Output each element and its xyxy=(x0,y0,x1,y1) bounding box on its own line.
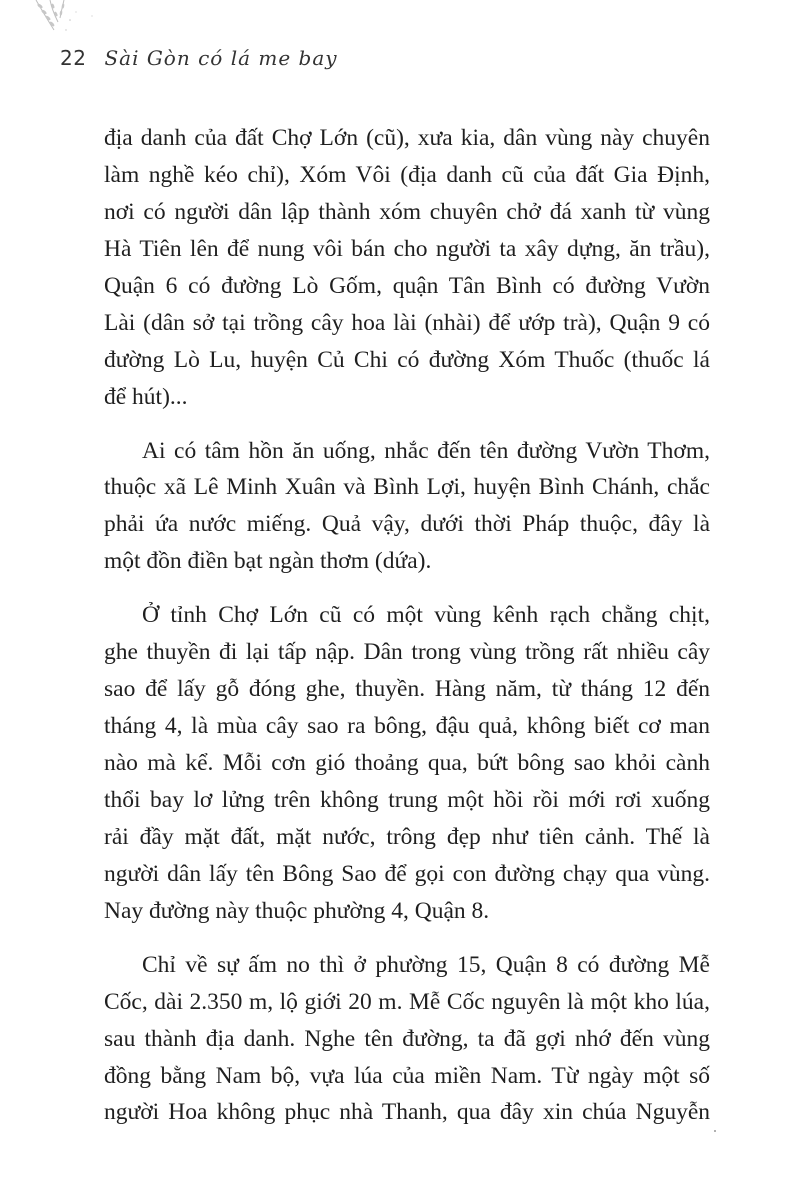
print-speck xyxy=(714,1130,716,1132)
text-line: đường Lò Lu, huyện Củ Chi có đường Xóm Thuốc (thuốc lá xyxy=(104,346,710,373)
text-line: người dân lấy tên Bông Sao để gọi con đường chạy qua vùng. xyxy=(104,860,710,887)
paragraph xyxy=(104,597,710,929)
page-number: 22 xyxy=(60,46,87,70)
book-title: Sài Gòn có lá me bay xyxy=(104,46,338,70)
text-line: sau thành địa danh. Nghe tên đường, ta đã gợi nhớ đến vùng xyxy=(104,1025,710,1052)
text-line: phải ứa nước miếng. Quả vậy, dưới thời Pháp thuộc, đây là xyxy=(104,511,710,538)
text-line: Ai có tâm hồn ăn uống, nhắc đến tên đường Vườn Thơm, xyxy=(142,437,710,464)
text-line: Chỉ về sự ấm no thì ở phường 15, Quận 8 có đường Mễ xyxy=(142,951,710,978)
running-head xyxy=(60,46,338,80)
text-line: nơi có người dân lập thành xóm chuyên chở đá xanh từ vùng xyxy=(104,198,710,225)
text-line: Lài (dân sở tại trồng cây hoa lài (nhài) để ướp trà), Quận 9 có xyxy=(104,309,710,336)
paragraph xyxy=(104,947,710,1132)
text-line: nào mà kể. Mỗi cơn gió thoảng qua, bứt bông sao khỏi cành xyxy=(104,750,710,776)
text-line: một đồn điền bạt ngàn thơm (dứa). xyxy=(104,548,432,575)
text-line: Ở tỉnh Chợ Lớn cũ có một vùng kênh rạch chằng chịt, xyxy=(142,602,710,629)
body-text xyxy=(104,120,710,1131)
text-line: đồng bằng Nam bộ, vựa lúa của miền Nam. Từ ngày một số xyxy=(104,1062,710,1089)
text-line: thuộc xã Lê Minh Xuân và Bình Lợi, huyện Bình Chánh, chắc xyxy=(104,474,710,501)
text-line: Quận 6 có đường Lò Gốm, quận Tân Bình có đường Vườn xyxy=(104,272,710,299)
text-line: Cốc, dài 2.350 m, lộ giới 20 m. Mễ Cốc nguyên là một kho lúa, xyxy=(104,988,710,1015)
paragraph xyxy=(104,120,710,416)
text-line: sao để lấy gỗ đóng ghe, thuyền. Hàng năm, từ tháng 12 đến xyxy=(104,676,710,703)
text-line: người Hoa không phục nhà Thanh, qua đây xin chúa Nguyễn xyxy=(104,1099,710,1126)
text-line: để hút)... xyxy=(104,383,188,410)
text-line: ghe thuyền đi lại tấp nập. Dân trong vùng trồng rất nhiều cây xyxy=(104,639,710,666)
paragraph xyxy=(104,433,710,581)
text-line: Nay đường này thuộc phường 4, Quận 8. xyxy=(104,897,490,924)
text-line: Hà Tiên lên để nung vôi bán cho người ta xây dựng, ăn trầu), xyxy=(104,235,710,262)
text-line: rải đầy mặt đất, mặt nước, trông đẹp như tiên cảnh. Thế là xyxy=(104,823,710,850)
text-line: tháng 4, là mùa cây sao ra bông, đậu quả, không biết cơ man xyxy=(104,713,710,740)
text-line: địa danh của đất Chợ Lớn (cũ), xưa kia, dân vùng này chuyên xyxy=(104,125,710,151)
text-line: thổi bay lơ lửng trên không trung một hồi rồi mới rơi xuống xyxy=(104,786,710,813)
text-line: làm nghề kéo chỉ), Xóm Vôi (địa danh cũ của đất Gia Định, xyxy=(104,161,710,188)
